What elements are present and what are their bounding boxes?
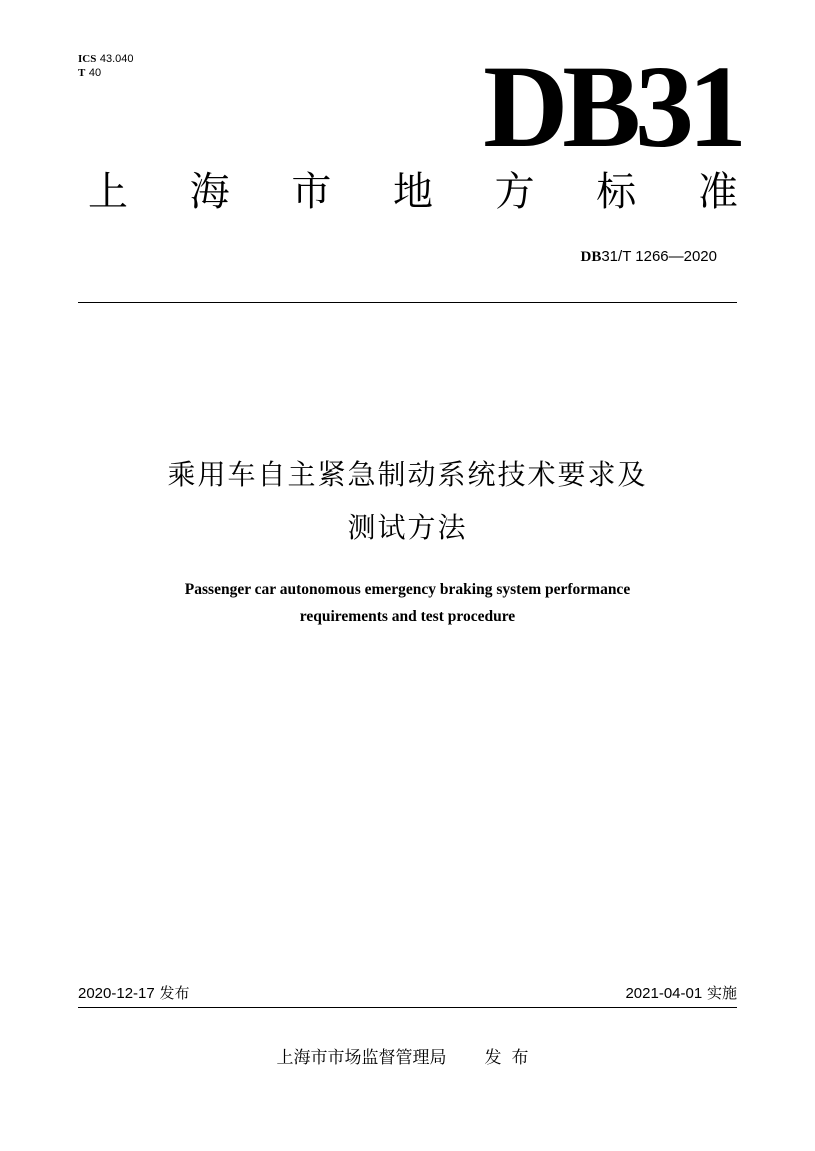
standard-type-char: 准 [697, 169, 738, 215]
title-cn-line-1: 乘用车自主紧急制动系统技术要求及 [167, 458, 648, 491]
issue-date-label: 发布 [159, 984, 190, 1002]
issuer-action: 发布 [484, 1048, 539, 1068]
ics-line [78, 52, 134, 66]
standard-type-char: 市 [291, 169, 332, 215]
classification-codes [78, 52, 134, 80]
ics-code: 43.040 [99, 53, 134, 65]
issuer-name: 上海市市场监督管理局 [276, 1048, 447, 1068]
title-cn-line-2: 测试方法 [347, 511, 468, 544]
implement-date [625, 983, 737, 1004]
issue-date [78, 983, 190, 1004]
header-divider [78, 302, 737, 303]
implement-date-value: 2021-04-01 [625, 985, 703, 1002]
title-en-line-2: requirements and test procedure [299, 608, 516, 625]
db31-logo: DB31 [483, 41, 741, 172]
footer-divider [78, 1007, 737, 1008]
standard-type-char: 上 [88, 169, 128, 215]
standard-type-char: 地 [392, 169, 433, 215]
standard-type-char: 海 [189, 169, 230, 215]
ccs-line [78, 66, 134, 80]
issuing-authority [78, 1047, 737, 1069]
ics-label: ICS [78, 53, 97, 65]
standard-type [88, 170, 738, 214]
issue-date-value: 2020-12-17 [78, 985, 155, 1002]
ccs-label: T [78, 67, 86, 79]
title-en-line-1: Passenger car autonomous emergency braking system performance [184, 581, 631, 598]
standard-number-prefix: DB [580, 249, 602, 265]
standard-number-rest: 31/T 1266—2020 [601, 248, 717, 265]
implement-date-label: 实施 [706, 984, 737, 1002]
ccs-code: 40 [88, 67, 102, 79]
standard-type-char: 标 [596, 169, 637, 215]
standard-number [581, 247, 718, 266]
standard-type-char: 方 [494, 169, 535, 215]
